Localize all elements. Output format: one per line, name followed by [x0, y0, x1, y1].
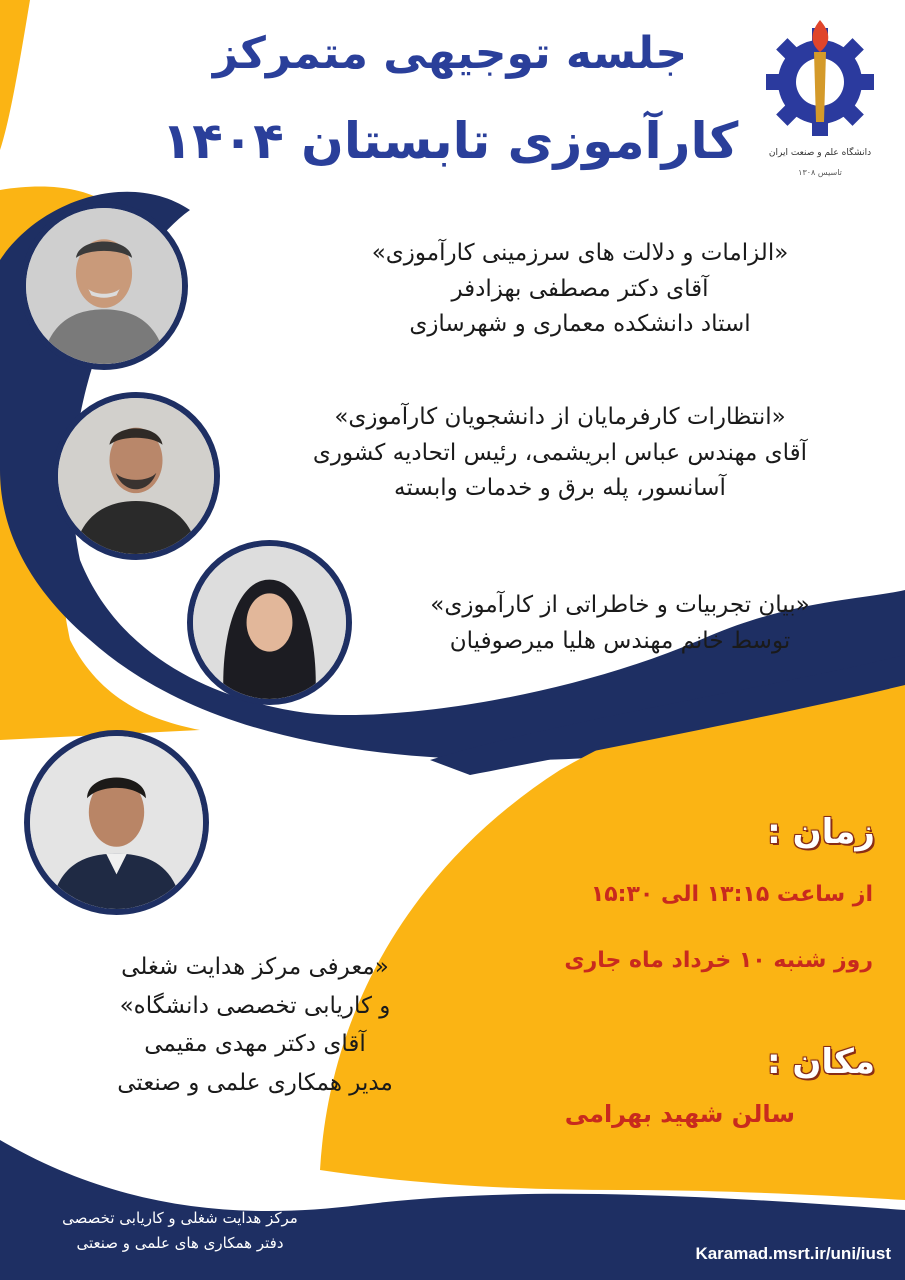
talk-speaker-role: آسانسور، پله برق و خدمات وابسته	[394, 475, 726, 502]
talk-title: «الزامات و دلالت های سرزمینی کارآموزی»	[371, 240, 789, 266]
talk-1	[310, 236, 850, 343]
event-venue: سالن شهید بهرامی	[564, 1100, 795, 1128]
talk-title-line2: و کاریابی تخصصی دانشگاه»	[119, 992, 391, 1019]
talk-title: «بیان تجربیات و خاطراتی از کارآموزی»	[430, 592, 810, 618]
footer-org-line1: مرکز هدایت شغلی و کاریابی تخصصی	[62, 1209, 298, 1227]
poster-title-line2: کارآموزی تابستان ۱۴۰۴	[161, 112, 739, 170]
top-left-yellow-corner	[0, 0, 30, 150]
talk-3	[380, 588, 860, 659]
talk-title-line1: «معرفی مرکز هدایت شغلی	[121, 954, 389, 980]
talk-speaker: توسط خانم مهندس هلیا میرصوفیان	[449, 627, 791, 654]
place-label: مکان :	[766, 1042, 875, 1082]
talk-2	[240, 400, 880, 507]
speaker-photo-moghimi	[24, 730, 209, 915]
logo-caption: دانشگاه علم و صنعت ایران	[768, 148, 872, 158]
talk-4	[60, 948, 450, 1103]
footer-organization	[40, 1206, 320, 1256]
poster-title-line1: جلسه توجیهی متمرکز	[212, 28, 688, 79]
logo-founded: تاسیس ۱۳۰۸	[798, 168, 842, 177]
talk-title: «انتظارات کارفرمایان از دانشجویان کارآموزی»	[334, 404, 786, 430]
speaker-photo-abrishami	[52, 392, 220, 560]
footer-org-line2: دفتر همکاری های علمی و صنعتی	[76, 1233, 284, 1252]
event-day: روز شنبه ۱۰ خرداد ماه جاری	[564, 948, 873, 973]
time-label: زمان :	[767, 812, 875, 852]
event-hours: از ساعت ۱۳:۱۵ الی ۱۵:۳۰	[590, 882, 873, 907]
talk-speaker-role: استاد دانشکده معماری و شهرسازی	[409, 311, 751, 338]
footer-url: Karamad.msrt.ir/uni/iust	[695, 1244, 891, 1263]
speaker-photo-behzadfar	[20, 202, 188, 370]
speaker-photo-mirsoufian	[187, 540, 352, 705]
person-portrait-icon	[193, 546, 346, 699]
person-portrait-icon	[26, 208, 182, 364]
talk-speaker: آقای دکتر مصطفی بهزادفر	[451, 275, 709, 302]
person-portrait-icon	[58, 398, 214, 554]
talk-speaker: آقای مهندس عباس ابریشمی، رئیس اتحادیه کشوری	[312, 439, 808, 466]
talk-speaker-role: مدیر همکاری علمی و صنعتی	[117, 1069, 393, 1096]
talk-speaker: آقای دکتر مهدی مقیمی	[144, 1031, 366, 1058]
person-portrait-icon	[30, 736, 203, 909]
